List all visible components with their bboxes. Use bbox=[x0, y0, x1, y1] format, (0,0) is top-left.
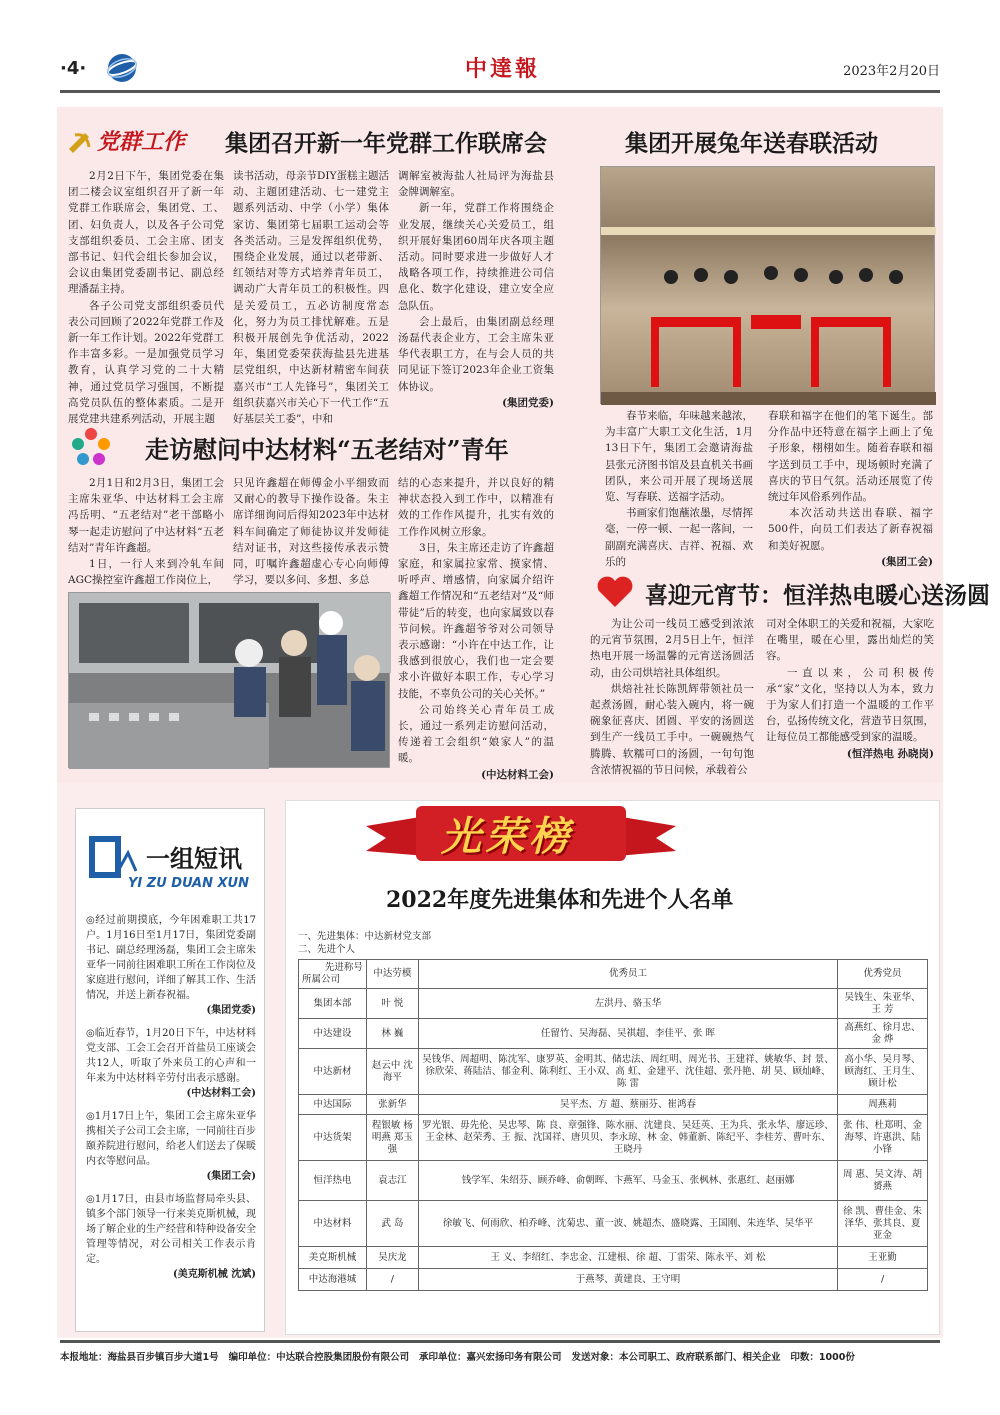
company-cell: 恒洋热电 bbox=[299, 1161, 367, 1201]
model-cell: 赵云中 沈海平 bbox=[366, 1049, 418, 1095]
staff-cell: 左洪丹、骆玉华 bbox=[418, 989, 837, 1019]
article-title: 集团召开新一年党群工作联席会 bbox=[225, 130, 547, 157]
brief-source: (中达材料工会) bbox=[186, 1088, 256, 1099]
article-column bbox=[605, 408, 753, 568]
article-column bbox=[768, 408, 933, 568]
table-row bbox=[299, 1019, 928, 1049]
article-title: 走访慰问中达材料“五老结对”青年 bbox=[145, 435, 509, 464]
company-logo-icon bbox=[105, 52, 139, 84]
paragraph: 为让公司一线员工感受到浓浓的元宵节氛围，2月5日上午，恒洋热电开展一场温馨的元宵送汤圆活动，由公司烘培社具体组织。 bbox=[590, 618, 754, 679]
brief-text: ◎临近春节，1月20日下午，中达材料党支部、工会工会召开首盐员工座谈会共12人，听取了外来员工的心声和一年来为中达材料辛劳付出表示感谢。 bbox=[86, 1028, 256, 1084]
paragraph: 春节来临，年味越来越浓，为丰富广大职工文化生活，1月13日下午，集团工会邀请海盐县张元济图书馆及县直机关书画团队，来公司开展了现场送展览、写春联、送福字活动。 bbox=[605, 410, 753, 504]
table-row bbox=[299, 1247, 928, 1269]
article-column bbox=[233, 168, 389, 426]
briefs-title: 一组短讯 bbox=[146, 844, 242, 873]
header-rule bbox=[60, 90, 940, 93]
brief-source: (集团工会) bbox=[206, 1171, 256, 1182]
party-cell: 王亚勤 bbox=[838, 1247, 928, 1269]
party-cell: 吴钱生、朱亚华、王 芳 bbox=[838, 989, 928, 1019]
model-cell: 林 巍 bbox=[366, 1019, 418, 1049]
paragraph: 司对全体职工的关爱和祝福，大家吃在嘴里，暖在心里，露出灿烂的笑容。 bbox=[766, 618, 934, 663]
table-row bbox=[299, 1115, 928, 1161]
party-cell: 高小华、吴月琴、顾海红、王月生、顾计松 bbox=[838, 1049, 928, 1095]
workshop-visit-photo bbox=[68, 592, 390, 768]
staff-cell: 罗光银、毋先伦、吴忠琴、陈 良、章强锋、陈水丽、沈建良、吴廷英、王为兵、张永华、廖远珍、王金林、赵荣秀、王 振、沈国祥、唐贝贝、李永琼、林 金、韩董新、陈纪平、李桂芳、曹叶东、王晓丹 bbox=[418, 1115, 837, 1161]
article-column bbox=[590, 616, 754, 776]
footer-recipients: 发送对象：本公司职工、政府联系部门、相关企业 bbox=[571, 1352, 781, 1363]
corner-header bbox=[299, 960, 367, 989]
article-source: (恒洋热电 孙晓岗) bbox=[846, 747, 934, 760]
article-column bbox=[766, 616, 934, 766]
footer-address: 本报地址：海盐县百步镇百步大道1号 bbox=[60, 1352, 219, 1363]
table-header-row bbox=[299, 960, 928, 989]
honor-banner: 光荣榜 bbox=[441, 813, 573, 860]
briefs-list bbox=[76, 913, 266, 1290]
table-row bbox=[299, 1049, 928, 1095]
staff-cell: 吴平杰、方 超、蔡丽芬、崔鸿春 bbox=[418, 1095, 837, 1115]
brief-source: (美克斯机械 沈斌) bbox=[173, 1269, 256, 1280]
staff-cell: 吴钱华、周超明、陈沈军、康罗英、金明其、储忠法、周红明、周光书、王建祥、姚敏华、封 景、徐欣荣、蒋陆洁、郁金利、陈利红、王小双、高 虹、金建平、沈佳超、张丹艳、胡 昊、顾灿峰、陈 雷 bbox=[418, 1049, 837, 1095]
model-cell: 吴庆龙 bbox=[366, 1247, 418, 1269]
page-number: ·4· bbox=[60, 58, 87, 79]
company-cell: 中达新材 bbox=[299, 1049, 367, 1095]
article-source: (集团党委) bbox=[502, 396, 554, 409]
brief-text: ◎经过前期摸底，今年困难职工共17户。1月16日至1月17日，集团党委副书记、副总经理汤磊，集团工会主席朱亚华一同前往困难职工所在工作岗位及家庭进行慰问，详细了解其工作、生活情况，并送上新春祝福。 bbox=[86, 915, 256, 1001]
paragraph: 结的心态来提升，并以良好的精神状态投入到工作中，以精准有效的工作作风提升，扎实有效的工作作风树立形象。 bbox=[398, 477, 554, 538]
paragraph: 1日，一行人来到冷轧车间AGC操控室许鑫超工作岗位上， bbox=[68, 558, 224, 587]
table-row bbox=[299, 1095, 928, 1115]
article-column bbox=[68, 475, 224, 587]
paragraph: 书画家们饱蘸浓墨，尽情挥毫，一停一顿、一起一落间，一副副充满喜庆、吉祥、祝福、欢乐的 bbox=[605, 507, 753, 568]
paragraph: 调解室被海盐人社局评为海盐县金牌调解室。 bbox=[398, 170, 554, 199]
honor-title: 2022年度先进集体和先进个人名单 bbox=[386, 887, 734, 913]
paragraph: 只见许鑫超在师傅金小平细致而又耐心的教导下操作设备。朱主席详细询问后得知2023年中达材料车间确定了师徒协议并发师徒结对证书，对这些接传承表示赞同，叮嘱许鑫超虚心专心向师傅学习，要以多问、多想、多总 bbox=[233, 477, 389, 587]
article-title: 集团开展兔年送春联活动 bbox=[625, 130, 878, 157]
company-cell: 中达货架 bbox=[299, 1115, 367, 1161]
party-cell: 徐 凯、曹佳金、朱泽华、张其良、夏亚金 bbox=[838, 1201, 928, 1247]
staff-cell: 于燕琴、黄建良、王守明 bbox=[418, 1269, 837, 1291]
masthead: 中達報 bbox=[465, 56, 541, 82]
spring-couplet-photo bbox=[600, 166, 935, 404]
table-row bbox=[299, 1269, 928, 1291]
news-briefs-box bbox=[75, 808, 265, 1332]
paragraph: 春联和福字在他们的笔下诞生。部分作品中还特意在福字上画上了兔子形象，栩栩如生。随着春联和福字送到员工手中，现场顿时充满了喜庆的节日气氛。活动还展览了传统过年风俗系列作品。 bbox=[768, 410, 933, 504]
heart-icon bbox=[595, 575, 635, 609]
model-cell: / bbox=[366, 1269, 418, 1291]
model-cell: 程银敏 杨明燕 郑玉强 bbox=[366, 1115, 418, 1161]
list-item bbox=[86, 1192, 256, 1282]
brief-text: ◎1月17日，由县市场监督局牵头县、镇多个部门领导一行来美克斯机械，现场了解企业的生产经营和特种设备安全管理等情况，对公司相关工作表示肯定。 bbox=[86, 1194, 256, 1265]
paragraph: 本次活动共送出春联、福字500件，向员工们表达了新春祝福和美好祝愿。 bbox=[768, 507, 933, 552]
party-cell: 高燕红、徐月忠、金 烨 bbox=[838, 1019, 928, 1049]
paragraph: 烘焙社社长陈凯辉带领社员一起煮汤圆，耐心装入碗内，将一碗碗象征喜庆、团圆、平安的汤圆送到生产一线员工手中。一碗碗热气腾腾、软糯可口的汤圆，一句句饱含浓情祝福的节日问候，承载着公 bbox=[590, 682, 754, 776]
paragraph: 读书活动，母亲节DIY蛋糕主题活动、主题团建活动、七一建党主题系列活动、中学（小学）集体家访、集团第七届职工运动会等各类活动。三是发挥组织优势，围绕企业发展，通过以老带新、红领结对等方式培养青年员工，调动广大青年员工的积极性。四是关爱员工，五必访制度常态化，努力为员工排忧解难。五是积极开展创先争优活动，2022年，集团党委荣获海盐县先进基层党组织，中达新材精密车间获嘉兴市“工人先锋号”，集团关工组织获嘉兴市关心下一代工作“五好基层关工委”，中和 bbox=[233, 170, 389, 426]
company-cell: 集团本部 bbox=[299, 989, 367, 1019]
footer-editor: 编印单位：中达联合控股集团股份有限公司 bbox=[228, 1352, 410, 1363]
party-emblem-icon bbox=[65, 129, 95, 155]
paragraph: 新一年，党群工作将围绕企业发展，继续关心关爱员工，组织开展好集团60周年庆各项主题活动。同时要求进一步做好人才战略各项工作，持续推进公司信息化、数字化建设，建立安全应急队伍。 bbox=[398, 202, 554, 312]
company-cell: 美克斯机械 bbox=[299, 1247, 367, 1269]
model-cell: 武 岛 bbox=[366, 1201, 418, 1247]
paragraph: 2月2日下午，集团党委在集团二楼会议室组织召开了新一年党群工作联席会，集团党、工、团、妇负责人，以及各子公司党支部组织委员、工会主席、团支部书记、妇代会组长参加会议，会议由集团党委副书记、副总经理潘磊主持。 bbox=[68, 170, 224, 296]
article-source: (中达材料工会) bbox=[481, 768, 554, 781]
brief-text: ◎1月17日上午，集团工会主席朱亚华携相关子公司工会主席，一同前往百步颐养院进行慰问，给老人们送去了保暖内衣等慰问品。 bbox=[86, 1111, 256, 1167]
briefs-subtitle: YI ZU DUAN XUN bbox=[128, 876, 249, 891]
paragraph: 各子公司党支部组织委员代表公司回顾了2022年党群工作及新一年工作计划。2022年党群工作丰富多彩。一是加强党员学习教育，认真学习党的二十大精神，通过党员学习强国，不断提高党员队伍的整体素质。二是开展党建共建系列活动，开展主题 bbox=[68, 299, 224, 426]
paragraph: 2月1日和2月3日，集团工会主席朱亚华、中达材料工会主席冯岳明、“五老结对”老干部略小琴一起走访慰问了中达材料“五老结对”青年许鑫超。 bbox=[68, 477, 224, 554]
honor-line: 二、先进个人 bbox=[298, 944, 356, 955]
company-cell: 中达建设 bbox=[299, 1019, 367, 1049]
staff-cell: 任留竹、吴海磊、吴祺超、李佳平、张 晖 bbox=[418, 1019, 837, 1049]
table-row bbox=[299, 1201, 928, 1247]
article-source: (集团工会) bbox=[881, 555, 933, 568]
staff-cell: 钱学军、朱绍芬、顾乔峰、俞朝晖、卞燕军、马金玉、张枫林、张惠红、赵丽娜 bbox=[418, 1161, 837, 1201]
party-cell: / bbox=[838, 1269, 928, 1291]
list-item bbox=[86, 1109, 256, 1184]
honor-line: 一、先进集体：中达新材党支部 bbox=[298, 931, 432, 942]
company-cell: 中达材料 bbox=[299, 1201, 367, 1247]
page-footer bbox=[60, 1340, 940, 1363]
column-header: 优秀党员 bbox=[838, 960, 928, 989]
five-elders-logo-icon bbox=[70, 426, 112, 468]
paragraph: 一直以来，公司积极传承“家”文化，坚持以人为本，致力于为家人们打造一个温暖的工作平台，弘扬传统文化，营造节日氛围，让每位员工都能感受到家的温暖。 bbox=[766, 666, 934, 744]
list-item bbox=[86, 1026, 256, 1101]
footer-copies: 印数：1000份 bbox=[790, 1352, 855, 1363]
column-header: 所属公司 bbox=[302, 974, 341, 985]
column-header: 中达劳模 bbox=[366, 960, 418, 989]
paragraph: 公司始终关心青年员工成长，通过一系列走访慰问活动，传递着工会组织“娘家人”的温暖。 bbox=[398, 703, 554, 765]
list-item bbox=[86, 913, 256, 1018]
paragraph: 会上最后，由集团副总经理汤磊代表企业方，工会主席朱亚华代表职工方，在与会人员的共同见证下签订2023年企业工资集体协议。 bbox=[398, 315, 554, 393]
honor-table bbox=[298, 959, 928, 1291]
staff-cell: 王 义、李绍红、李忠金、江建根、徐 超、丁雷荣、陈永平、刘 松 bbox=[418, 1247, 837, 1269]
table-row bbox=[299, 989, 928, 1019]
column-header: 先进称号 bbox=[324, 962, 363, 973]
honor-roll bbox=[285, 800, 940, 1335]
model-cell: 张新华 bbox=[366, 1095, 418, 1115]
page-header bbox=[60, 50, 940, 90]
article-title: 喜迎元宵节：恒洋热电暖心送汤圆 bbox=[645, 582, 990, 609]
party-cell: 周 惠、吴文涛、胡赟燕 bbox=[838, 1161, 928, 1201]
model-cell: 袁志江 bbox=[366, 1161, 418, 1201]
article-column bbox=[398, 475, 554, 781]
staff-cell: 徐敏飞、何雨欣、柏乔峰、沈菊忠、董一波、姚超杰、盛晓露、王国刚、朱连华、吴华平 bbox=[418, 1201, 837, 1247]
party-cell: 周燕莉 bbox=[838, 1095, 928, 1115]
column-header: 优秀员工 bbox=[418, 960, 837, 989]
article-column bbox=[398, 168, 554, 408]
issue-date: 2023年2月20日 bbox=[843, 64, 940, 79]
table-row bbox=[299, 1161, 928, 1201]
article-column bbox=[68, 168, 224, 426]
paragraph: 3日，朱主席还走访了许鑫超家庭，和家属拉家常、摸家情、听呼声、增感情，向家属介绍许鑫超工作情况和“五老结对”及“师带徒”后的转变，也向家属致以春节问候。许鑫超爷爷对公司领导表示感谢：“小许在中达工作，让我感到很放心，我们也一定会要求小许做好本职工作，专心学习技能，不辜负公司的关心关怀。” bbox=[398, 541, 554, 700]
company-cell: 中达国际 bbox=[299, 1095, 367, 1115]
party-work-badge bbox=[65, 125, 200, 159]
company-cell: 中达海港城 bbox=[299, 1269, 367, 1291]
section-badge: 党群工作 bbox=[97, 129, 186, 155]
brief-source: (集团党委) bbox=[206, 1005, 256, 1016]
model-cell: 叶 悦 bbox=[366, 989, 418, 1019]
article-column bbox=[233, 475, 389, 587]
party-cell: 张 伟、杜郑明、金海琴、许惠洪、陆小锋 bbox=[838, 1115, 928, 1161]
footer-printer: 承印单位：嘉兴宏扬印务有限公司 bbox=[419, 1352, 562, 1363]
